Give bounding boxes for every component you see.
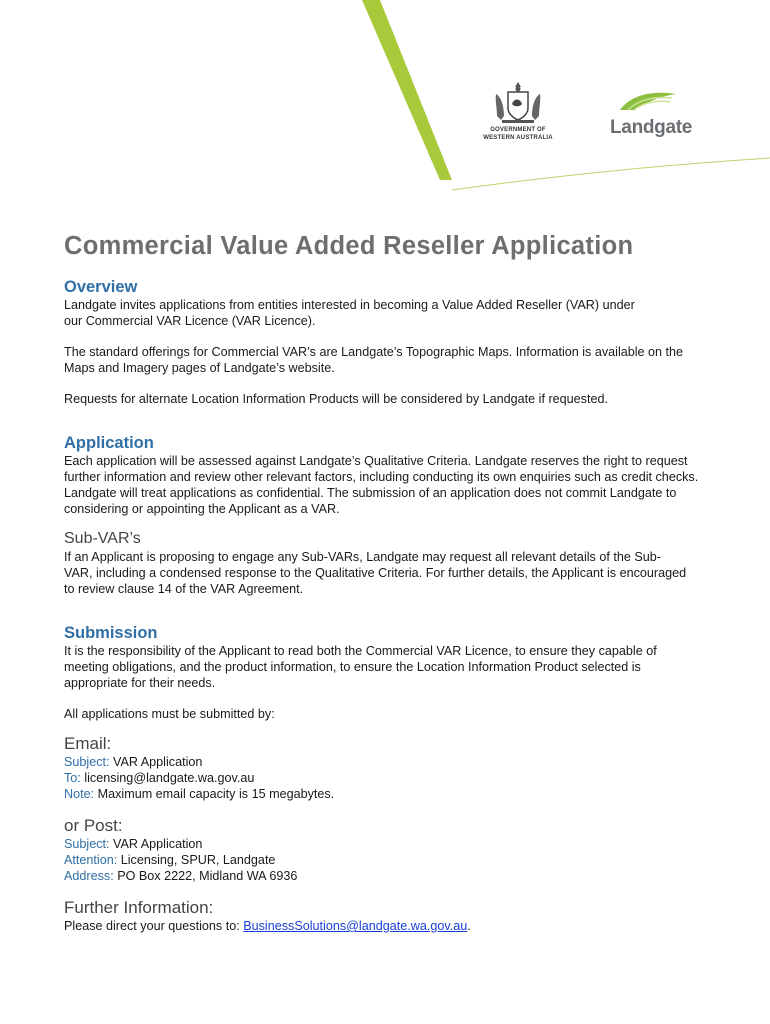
overview-paragraph-1: Landgate invites applications from entities interested in becoming a Value Added Reseller (VAR) under our Commercial VAR Licence (VAR Licence).: [64, 298, 635, 328]
overview-heading: Overview: [64, 278, 138, 296]
post-address-label: Address:: [64, 869, 114, 883]
post-subject-line: [64, 836, 714, 852]
subvar-paragraph: If an Applicant is proposing to engage any Sub-VARs, Landgate may request all relevant details of the Sub-VAR, including a condensed response to the Qualitative Criteria. For further details, the Applicant is encouraged to review clause 14 of the VAR Agreement.: [64, 550, 687, 596]
submission-paragraph-1: It is the responsibility of the Applicant to read both the Commercial VAR Licence, to ensure they capable of meeting obligations, and the product information, to ensure the Location Information Product selected is appropriate for their needs.: [64, 644, 657, 690]
email-subject-line: [64, 754, 714, 770]
application-heading: Application: [64, 434, 154, 452]
document-body: [64, 232, 714, 934]
business-solutions-email-link[interactable]: BusinessSolutions@landgate.wa.gov.au: [243, 919, 468, 933]
further-info-period: .: [467, 919, 471, 933]
email-note-label: Note:: [64, 787, 95, 801]
email-subject-label: Subject:: [64, 755, 110, 769]
email-to-label: To:: [64, 771, 81, 785]
post-subject-value: VAR Application: [113, 837, 203, 851]
email-heading: Email:: [64, 734, 112, 753]
green-diagonal-band: [362, 0, 452, 180]
post-address-line: [64, 868, 714, 884]
post-attention-label: Attention:: [64, 853, 118, 867]
government-crest: [478, 80, 558, 150]
post-subject-label: Subject:: [64, 837, 110, 851]
post-attention-value: Licensing, SPUR, Landgate: [120, 853, 276, 867]
email-subject-value: VAR Application: [113, 755, 203, 769]
crest-caption-line2: WESTERN AUSTRALIA: [483, 135, 553, 141]
post-heading: or Post:: [64, 816, 123, 835]
landgate-logo-text: Landgate: [610, 117, 693, 138]
submission-paragraph-2: All applications must be submitted by:: [64, 707, 275, 721]
application-paragraph: Each application will be assessed against Landgate’s Qualitative Criteria. Landgate reserves the right to request further information and review other relevant factors, including conducting its own enquiries such as credit checks. Landgate will treat applications as confidential. The submission of an application does not commit Landgate to considering or appointing the Applicant as a VAR.: [64, 454, 699, 516]
email-to-value: licensing@landgate.wa.gov.au: [84, 771, 255, 785]
crest-caption-line1: GOVERNMENT OF: [490, 127, 546, 133]
further-info-heading: Further Information:: [64, 898, 214, 917]
subvar-heading: Sub-VAR’s: [64, 530, 141, 547]
email-note-value: Maximum email capacity is 15 megabytes.: [97, 787, 335, 801]
email-note-line: [64, 786, 714, 802]
post-address-value: PO Box 2222, Midland WA 6936: [117, 869, 298, 883]
email-to-line: [64, 770, 714, 786]
post-attention-line: [64, 852, 714, 868]
page-title: Commercial Value Added Reseller Application: [64, 232, 634, 260]
further-info-text: Please direct your questions to:: [64, 919, 240, 933]
crest-icon: [490, 80, 546, 126]
overview-paragraph-3: Requests for alternate Location Information Products will be considered by Landgate if requested.: [64, 392, 608, 406]
swoosh-curve: [452, 158, 770, 190]
overview-paragraph-2: The standard offerings for Commercial VAR’s are Landgate’s Topographic Maps. Information is available on the Maps and Imagery pages of Landgate’s website.: [64, 345, 684, 375]
submission-heading: Submission: [64, 624, 158, 642]
further-info-line: [64, 918, 714, 934]
